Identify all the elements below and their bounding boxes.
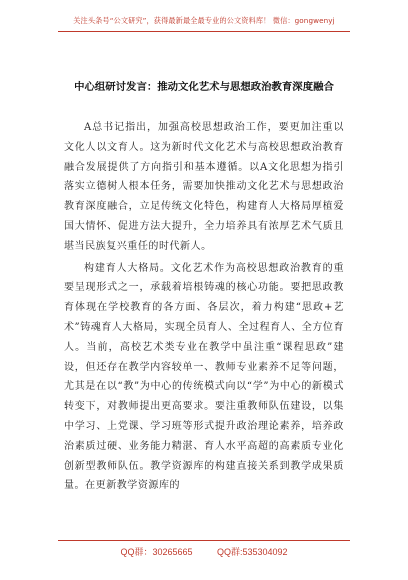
page-footer: [0, 545, 408, 558]
page-header: 关注头条号“公文研究”，获得最新最全最专业的公文资料库！ 微信：gongwenyj: [73, 16, 335, 25]
paragraph: A总书记指出，加强高校思想政治工作，要更加注重以文化人以文育人。这为新时代文化艺术与高校思想政治教育融合发展提供了方向指引和基本遵循。以A文化思想为指引落实立德树人根本任务，需要加快推动文化艺术与思想政治教育深度融合，立足传统文化特色，构建育人大格局厚植爱国大情怀、促进方法大提升，全力培养具有浓厚艺术气质且堪当民族复兴重任的时代新人。: [64, 122, 344, 252]
footer-qq-group-2: QQ群:535304092: [217, 547, 288, 557]
header-divider: [58, 31, 350, 32]
paragraph: 构建育人大格局。文化艺术作为高校思想政治教育的重要呈现形式之一，承载着培根铸魂的核心功能。要把思政教育体现在学校教育的各方面、各层次，着力构建“思政+艺术”铸魂育人大格局，实现全员育人、全过程育人、全方位育人。当前，高校艺术类专业在教学中虽注重“课程思政”建设，但还存在教学内容较单一、教师专业素养不足等问题，尤其是在以“教”为中心的传统模式向以“学”为中心的新模式转变下，对教师提出更高要求。要注重教师队伍建设，以集中学习、上党课、学习班等形式提升政治理论素养，培养政治素质过硬、业务能力精湛、育人水平高超的高素质专业化创新型教师队伍。教学资源库的构建直接关系到教学成果质量。在更新教学资源库的: [64, 262, 344, 492]
footer-qq-group-1: QQ群：30265665: [120, 547, 193, 557]
document-body: [64, 118, 344, 498]
document-title: 中心组研讨发言：推动文化艺术与思想政治教育深度融合: [74, 81, 334, 93]
footer-divider: [58, 540, 350, 541]
